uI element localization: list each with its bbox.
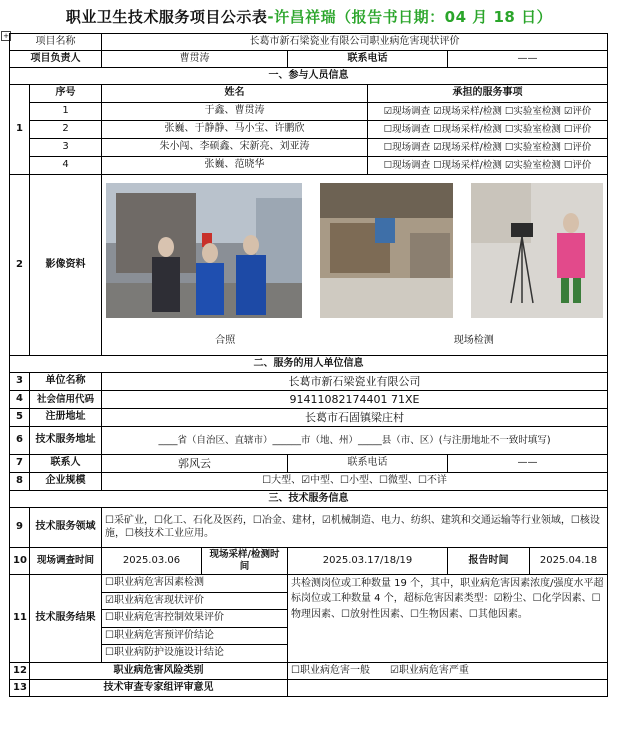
personnel-tasks: ☐现场调查 ☐现场采样/检测 ☑实验室检测 ☐评价 (368, 157, 608, 175)
section-unit: 二、服务的用人单位信息 (10, 356, 608, 373)
result-option: ☐职业病危害预评价结论 (102, 628, 287, 646)
risk-options: ☐职业病危害一般 ☑职业病危害严重 (288, 662, 608, 679)
reg-address-label: 注册地址 (30, 409, 102, 427)
row-number: 9 (10, 508, 30, 548)
contact-label: 联系人 (30, 455, 102, 473)
personnel-names: 张巍、范晓华 (102, 157, 368, 175)
contact-phone: —— (448, 455, 608, 473)
project-leader-label: 项目负责人 (10, 51, 102, 68)
col-no-header: 序号 (30, 85, 102, 103)
row-number: 13 (10, 679, 30, 696)
contact-person: 郭风云 (102, 455, 288, 473)
personnel-no: 4 (30, 157, 102, 175)
row-number: 2 (10, 175, 30, 356)
page-title (0, 6, 618, 27)
project-name-label: 项目名称 (10, 34, 102, 51)
images-label: 影像资料 (30, 175, 102, 356)
project-phone: —— (448, 51, 608, 68)
sample-time-label: 现场采样/检测时间 (202, 548, 288, 575)
survey-time-label: 现场调查时间 (30, 548, 102, 575)
personnel-names: 张巍、于静静、马小宝、许鹏欣 (102, 121, 368, 139)
survey-time: 2025.03.06 (102, 548, 202, 575)
row-number: 5 (10, 409, 30, 427)
row-number: 6 (10, 427, 30, 455)
group-photo (106, 183, 302, 318)
result-option: ☑职业病危害现状评价 (102, 593, 287, 611)
row-number: 11 (10, 574, 30, 662)
field-options: ☐采矿业，☐化工、石化及医药，☐冶金、建材，☑机械制造、电力、纺织、建筑和交通运输等行业领域，☐核设施，☐核技术工业应用。 (102, 508, 608, 548)
images-cell (102, 175, 608, 356)
expert-opinion (288, 679, 608, 696)
result-options (102, 574, 288, 662)
title-sub: -许昌祥瑞（报告书日期：04 月 18 日） (267, 8, 553, 26)
personnel-tasks: ☑现场调查 ☑现场采样/检测 ☐实验室检测 ☑评价 (368, 103, 608, 121)
personnel-no: 3 (30, 139, 102, 157)
row-number: 7 (10, 455, 30, 473)
field-label: 技术服务领域 (30, 508, 102, 548)
result-label: 技术服务结果 (30, 574, 102, 662)
personnel-names: 朱小闯、李硕鑫、宋新亮、刘亚涛 (102, 139, 368, 157)
scale-label: 企业规模 (30, 473, 102, 491)
unit-name: 长葛市新石梁瓷业有限公司 (102, 373, 608, 391)
publicity-table (9, 33, 608, 697)
reg-address: 长葛市石固镇梁庄村 (102, 409, 608, 427)
credit-code-label: 社会信用代码 (30, 391, 102, 409)
personnel-no: 2 (30, 121, 102, 139)
onsite-photo-2 (471, 183, 603, 318)
project-leader: 曹贯涛 (102, 51, 288, 68)
result-option: ☐职业病危害控制效果评价 (102, 610, 287, 628)
risk-label: 职业病危害风险类别 (30, 662, 288, 679)
project-name: 长葛市新石梁瓷业有限公司职业病危害现状评价 (102, 34, 608, 51)
credit-code: 91411082174401 71XE (102, 391, 608, 409)
section-tech: 三、技术服务信息 (10, 491, 608, 508)
service-address-label: 技术服务地址 (30, 427, 102, 455)
personnel-names: 于鑫、曹贯涛 (102, 103, 368, 121)
result-option: ☐职业病危害因素检测 (102, 575, 287, 593)
row-number: 10 (10, 548, 30, 575)
col-name-header: 姓名 (102, 85, 368, 103)
row-number: 3 (10, 373, 30, 391)
expert-opinion-label: 技术审查专家组评审意见 (30, 679, 288, 696)
col-tasks-header: 承担的服务事项 (368, 85, 608, 103)
title-main: 职业卫生技术服务项目公示表 (65, 8, 268, 26)
row-number: 8 (10, 473, 30, 491)
section-personnel: 一、参与人员信息 (10, 68, 608, 85)
personnel-tasks: ☐现场调查 ☑现场采样/检测 ☐实验室检测 ☐评价 (368, 139, 608, 157)
row-number: 1 (10, 85, 30, 175)
row-number: 12 (10, 662, 30, 679)
onsite-photo-1 (320, 183, 453, 318)
personnel-tasks: ☐现场调查 ☐现场采样/检测 ☐实验室检测 ☐评价 (368, 121, 608, 139)
result-option: ☐职业病防护设施设计结论 (105, 647, 224, 658)
sample-time: 2025.03.17/18/19 (288, 548, 448, 575)
scale-options: ☐大型、☑中型、☐小型、☐微型、☐不详 (102, 473, 608, 491)
unit-name-label: 单位名称 (30, 373, 102, 391)
caption-group-photo: 合照 (215, 334, 236, 346)
service-address: ____省（自治区、直辖市）______市（地、州）_____县（市、区）(与注册地址不一致时填写) (102, 427, 608, 455)
project-phone-label: 联系电话 (288, 51, 448, 68)
row-number: 4 (10, 391, 30, 409)
caption-onsite-photo: 现场检测 (453, 334, 494, 346)
contact-phone-label: 联系电话 (288, 455, 448, 473)
report-time: 2025.04.18 (530, 548, 608, 575)
table-move-handle[interactable]: + (1, 31, 11, 41)
result-detail: 共检测岗位或工种数量 19 个，其中，职业病危害因素浓度/强度水平超标岗位或工种数量 4 个，超标危害因素类型：☑粉尘、☐化学因素、☐物理因素、☐放射性因素、☐生物因素、☐其他因素。 (288, 574, 608, 662)
personnel-no: 1 (30, 103, 102, 121)
report-time-label: 报告时间 (448, 548, 530, 575)
